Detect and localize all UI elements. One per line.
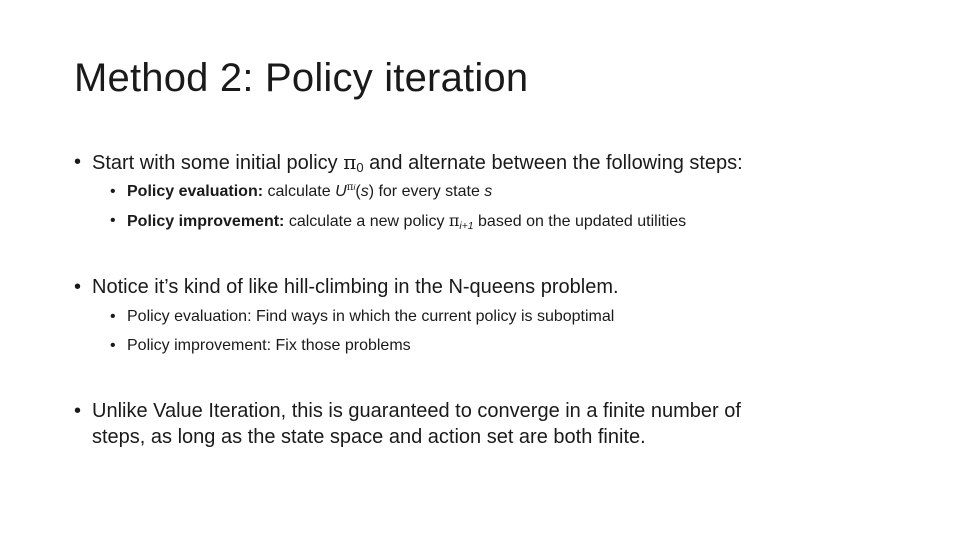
sub-bullet-text-part: calculate [263,183,336,200]
bullet-convergence [74,398,894,450]
bullet-marker: • [74,151,82,173]
state-symbol: s [360,183,369,200]
sub-bullet-text-part: based on the updated utilities [473,213,687,230]
bullet-start-policy [74,149,894,176]
sub-bullet-text-part: ( [355,183,361,200]
sub-bullet-improvement-analogy [110,336,870,356]
bullet-text-part: Start with some initial policy [92,152,344,174]
bullet-text [92,149,743,176]
bullet-hill-climbing [74,274,894,300]
index-symbol: i [353,182,356,192]
sub-bullet-policy-evaluation [110,182,870,202]
pi-subscript: 0 [356,160,364,175]
bold-term: Policy evaluation: [127,183,264,200]
bullet-marker: • [74,400,82,422]
bullet-text [92,398,741,450]
bullet-marker: • [110,212,116,229]
sub-bullet-text [127,211,686,232]
bullet-text-line: Unlike Value Iteration, this is guaranteed to converge in a finite number of [92,400,741,422]
bold-term: Policy improvement: [127,213,285,230]
bullet-marker: • [74,276,82,298]
sub-bullet-policy-improvement [110,211,870,232]
bullet-marker: • [110,183,116,200]
utility-symbol: U [335,183,347,200]
sub-bullet-text [127,182,492,202]
sub-bullet-evaluation-analogy [110,307,870,327]
pi-symbol: π [343,150,357,174]
slide-title: Method 2: Policy iteration [74,56,529,100]
bullet-marker: • [110,337,116,354]
pi-symbol: π [346,181,354,193]
sub-bullet-text-part: calculate a new policy [284,213,449,230]
bullet-text-part: and alternate between the following steps: [363,152,743,174]
bullet-text: Notice it’s kind of like hill-climbing in the N-queens problem. [92,276,619,298]
sub-bullet-text: Policy improvement: Fix those problems [127,337,411,354]
pi-subscript: i+1 [459,221,474,232]
bullet-text-line: steps, as long as the state space and action set are both finite. [92,426,646,448]
pi-symbol: π [448,211,460,230]
state-symbol: s [484,183,493,200]
sub-bullet-text-part: ) for every state [368,183,485,200]
sub-bullet-text: Policy evaluation: Find ways in which the current policy is suboptimal [127,308,615,325]
bullet-marker: • [110,308,116,325]
